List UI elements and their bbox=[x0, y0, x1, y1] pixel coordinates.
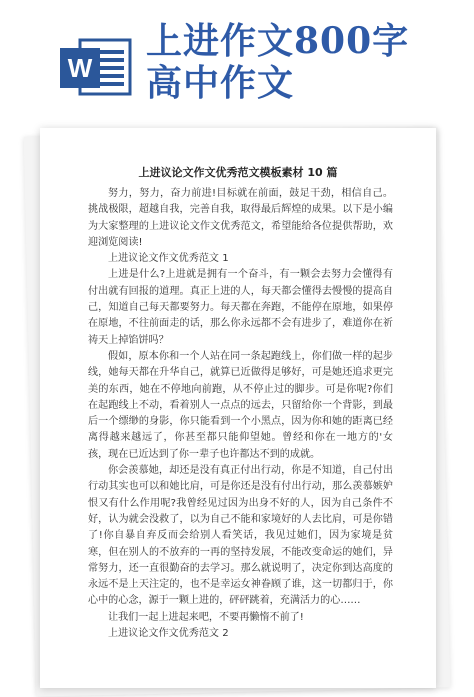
paragraph-1: 上进是什么?上进就是拥有一个奋斗，有一颗会去努力会懂得有付出就有回报的道理。真正上进的人，每天都会懂得去慢慢的提高自己，知道自己每天都要努力。每天都在奔跑，不能停在原地，如果停在原地，不往前面走的话，那么你永远都不会有进步了，难道你在祈祷天上掉馅饼吗？ bbox=[88, 269, 393, 346]
document-title: 上进议论文作文优秀范文模板素材 10 篇 bbox=[138, 166, 338, 179]
banner-header bbox=[0, 0, 474, 120]
section-heading-1: 上进议论文作文优秀范文 1 bbox=[108, 253, 229, 265]
svg-text:W: W bbox=[67, 53, 93, 83]
document-page bbox=[40, 128, 436, 688]
title-line-1: 上进作文800字 bbox=[146, 20, 410, 62]
closing-line: 让我们一起上进起来吧，不要再懒惰不前了! bbox=[108, 611, 304, 623]
section-heading-2: 上进议论文作文优秀范文 2 bbox=[108, 628, 229, 640]
paragraph-2: 假如，原本你和一个人站在同一条起跑线上，你们做一样的起步线，她每天都在升华自己，就算已近做得足够好，可是她还追求更完美的东西，她在不停地向前跑，从不停止过的脚步。可是你呢?你们在起跑线上不动，看着别人一点点的远去，只留给你一个背影，到最后一个缥缈的身影，你只能看到一个小黑点，因为你和她的距离已经离得越来越远了，你甚至都只能仰望她。曾经和你在一地方的'女孩，现在已近达到了你一辈子也许都达不到的成就。 bbox=[88, 350, 393, 460]
word-logo-icon bbox=[60, 36, 132, 98]
title-line-2: 高中作文 bbox=[146, 62, 295, 104]
document-body bbox=[88, 186, 393, 642]
paragraph-3: 你会羡慕她，却还是没有真正付出行动，你是不知道，自己付出行动其实也可以和她比肩，可是你还是没有付出行动，那么羡慕嫉妒恨又有什么作用呢?我曾经见过因为出身不好的人，因为自己条件不好，认为就会没救了，以为自己不能和家境好的人去比肩，可是你错了!你自暴自弃反而会给别人看笑话，我见过她们，因为家境是贫寒，但在别人的不放弃的一再的坚持发展，不能改变命运的她们，异常努力，还一直很勤奋的去学习。那么就说明了，决定你到达高度的永远不是上天注定的，也不是幸运女神眷顾了谁，这一切都归于，你心中的心念，源于一颗上进的，砰砰跳着，充满活力的心…… bbox=[88, 465, 393, 607]
intro-paragraph: 努力，努力，奋力前进!目标就在前面，鼓足干劲，相信自己。挑战极限，超越自我，完善自我，取得最后辉煌的成果。以下是小编为大家整理的上进议论文作文优秀范文，希望能给各位提供帮助，欢迎浏览阅读! bbox=[88, 188, 393, 248]
page-title bbox=[146, 20, 409, 104]
